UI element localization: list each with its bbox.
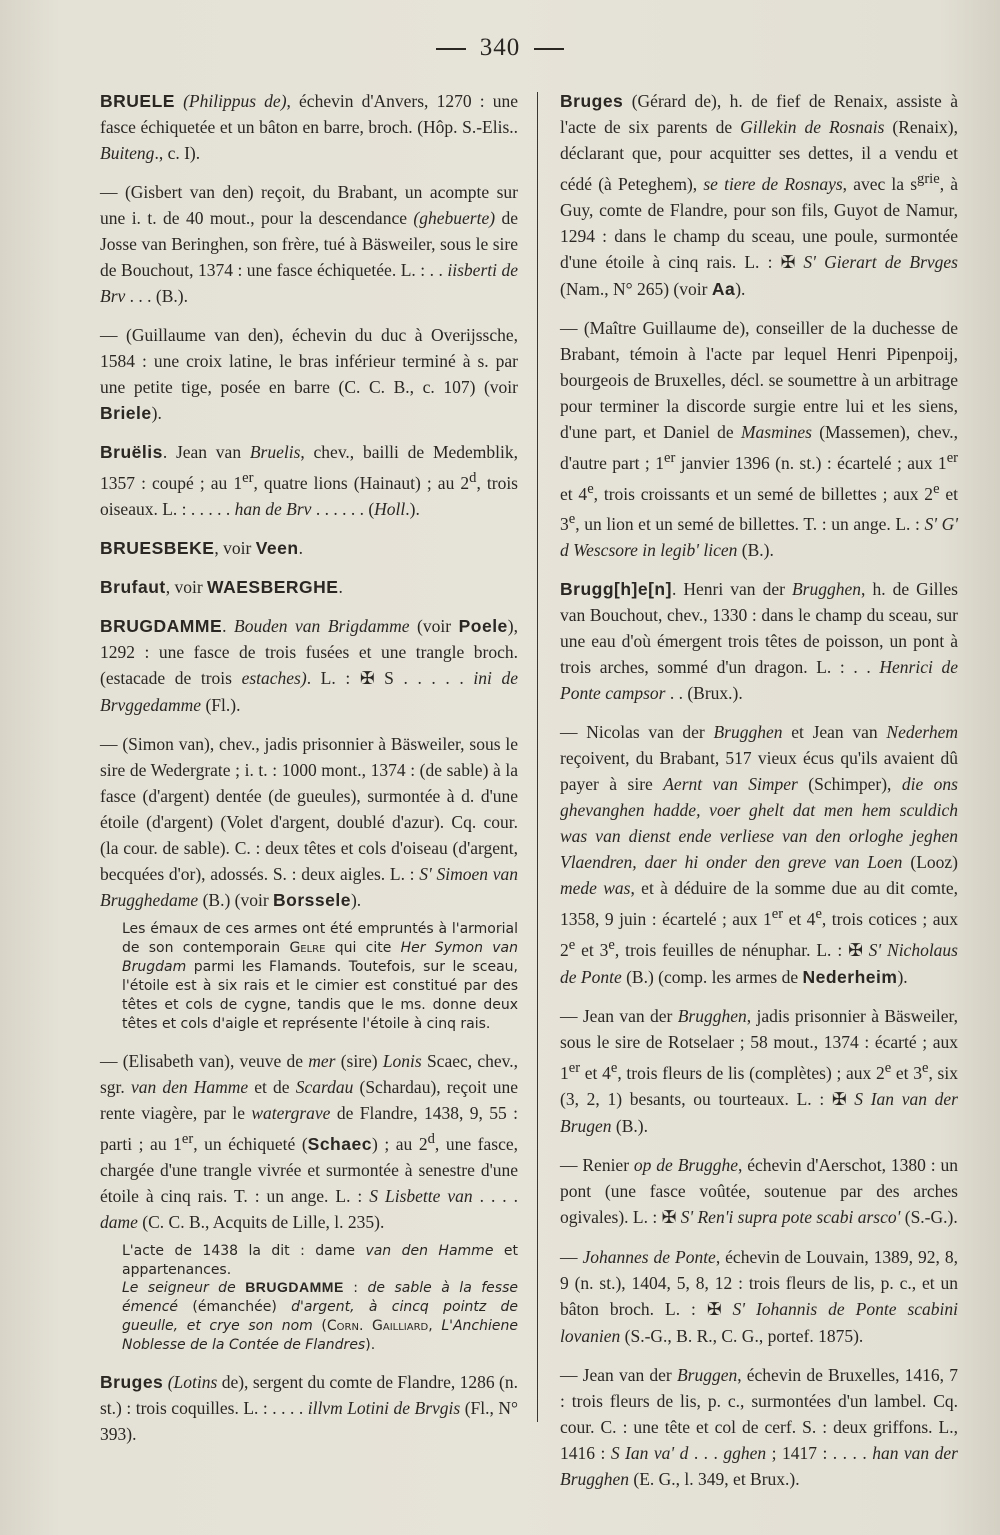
- entry-jean-bruggen: — Jean van der Bruggen, échevin de Bruxelles, 1416, 7 : trois fleurs de lis, p. c., surmontées d'un lambel. Cq. cour. C. : une tête et col de cerf. S. : deux griffons. L., 1416 : S Ian va' d . . . gghen ; 1417 : . . . . han van der Brugghen (E. G., l. 349, et Brux.).: [560, 1364, 958, 1489]
- entry-elisabeth: — (Elisabeth van), veuve de mer (sire) Lonis Scaec, chev., sgr. van den Hamme et de Scardau (Schardau), reçoit une rente viagère, par le watergrave de Flandre, 1438, 9, 55 : parti ; au 1er, un échiqueté (Schaec) ; au 2$^d$, une fasce, chargée d'une trangle vivrée et surmontée à senestre d'une étoile à cinq rais. T. : un ange. L. : S Lisbette van . . . . dame (C. C. B., Acquits de Lille, l. 235).: [100, 1050, 518, 1232]
- folio-dash-right: [534, 48, 564, 50]
- entry-jean-brugghen: — Jean van der Brugghen, jadis prisonnier à Bäsweiler, sous le sire de Rotselaer ; 58 mout., 1374 : écarté ; aux 1er et 4e, trois fleurs de lis (complètes) ; aux 2e et 3e, six (3, 2, 1) besants, ou tourteaux. L. : ✠ S Ian van der Brugen (B.).: [560, 1005, 958, 1136]
- column-divider: [537, 92, 538, 1422]
- footnote-emaux: Les émaux de ces armes ont été empruntés à l'armorial de son contemporain Gelre qui cite Her Symon van Brugdam parmi les Flamands. Toutefois, sur le sceau, l'étoile est à six rais et le cimier est constitué par des têtes et cols de cygne, tandis que le ms. donne deux têtes et cols d'aigle et représente l'étoile à cinq rais.: [122, 920, 518, 1032]
- right-column: [560, 88, 958, 1505]
- entry-bruele: BRUELE (Philippus de), échevin d'Anvers, 1270 : une fasce échiquetée et un bâton en barre, broch. (Hôp. S.-Elis.. Buiteng., c. I).: [100, 91, 518, 163]
- entry-gisbert: — (Gisbert van den) reçoit, du Brabant, un acompte sur une i. t. de 40 mout., pour la descendance (ghebuerte) de Josse van Beringhen, son frère, tué à Bäsweiler, sous le sire de Bouchout, 1374 : une fasce échiquetée. L. : . . iisberti de Brv . . . (B.).: [100, 182, 518, 306]
- entry-brugdamme: BRUGDAMME. Bouden van Brigdamme (voir Poele), 1292 : une fasce de trois fusées et une trangle broch. (estacade de trois estaches). L. : ✠ S . . . . . ini de Brvggedamme (Fl.).: [100, 615, 518, 715]
- entry-nicolas: — Nicolas van der Brugghen et Jean van Nederhem reçoivent, du Brabant, 517 vieux écus qu'ils avaient dû payer à sire Aernt van Simper (Schimper), die ons ghevanghen hadde, voer ghelt dat men hem sculdich was van dienst ende verliese van den orloghe jeghen Vlaendren, daer hi onder den greve van Loen (Looz) mede was, et à déduire de la somme due au dit comte, 1358, 9 juin : écartelé ; aux 1er et 4e, trois cotices ; aux 2e et 3e, trois feuilles de nénuphar. L. : ✠ S' Nicholaus de Ponte (B.) (comp. les armes de Nederheim).: [560, 722, 959, 987]
- entry-brufaut: Brufaut, voir WAESBERGHE.: [100, 576, 343, 597]
- entry-maitre-guillaume: — (Maître Guillaume de), conseiller de la duchesse de Brabant, témoin à l'acte par lequel Henri Pipenpoij, bourgeois de Bruxelles, décl. se soumettre à un arbitrage pour terminer la discorde surgie entre lui et les siens, d'une part, et Daniel de Masmines (Massemen), chev., d'autre part ; 1er janvier 1396 (n. st.) : écartelé ; aux 1er et 4e, trois croissants et un semé de billettes ; aux 2e et 3e, un lion et un semé de billettes. T. : un ange. L. : S' G' d Wescsore in legib' licen (B.).: [560, 317, 959, 561]
- entry-simon: — (Simon van), chev., jadis prisonnier à Bäsweiler, sous le sire de Wedergrate ; i. t. : 1000 mont., 1374 : (de sable) à la fasce (d'argent) dentée (de gueules), surmontée à d. d'une étoile (d'argent) (Volet d'argent, doublé d'azur). Cq. cour. (la cour. de sable). C. : deux têtes et cols d'oiseau (d'argent, becquées d'or), adossés. S. : deux aigles. L. : S' Simoen van Brugghedame (B.) (voir Borssele).: [100, 733, 519, 910]
- page-number-text: 340: [479, 34, 521, 61]
- entry-bruesbeke: BRUESBEKE, voir Veen.: [100, 537, 303, 558]
- entry-bruges-gerard: Bruges (Gérard de), h. de fief de Renaix, assiste à l'acte de six parents de Gillekin de Rosnais (Renaix), déclarant que, pour acquitter ses dettes, il a vendu et cédé (à Peteghem), se tiere de Rosnays, avec la $s^{grie}$, à Guy, comte de Flandre, pour son fils, Guyot de Namur, 1294 : dans le champ du sceau, une poule, surmontée d'une étoile à cinq rais. L. : ✠ S' Gierart de Brvges (Nam., N° 265) (voir Aa).: [560, 91, 959, 299]
- entry-renier: — Renier op de Brugghe, échevin d'Aerschot, 1380 : un pont (une fasce voûtée, soutenue par des arches ogivales). L. : ✠ S' Ren'i supra pote scabi arsco' (S.-G.).: [560, 1154, 958, 1228]
- footnote-acte-1438: L'acte de 1438 la dit : dame van den Hamme et appartenances.: [122, 1242, 518, 1278]
- footnote-seigneur: Le seigneur de BRUGDAMME : de sable à la fesse émencé (émanchée) d'argent, à cincq pointz de gueulle, et crye son nom (Corn. Gailliard, L'Anchiene Noblesse de la Contée de Flandres).: [122, 1278, 519, 1353]
- page-number: [0, 34, 1000, 62]
- entry-bruelis: Bruëlis. Jean van Bruelis, chev., bailli de Medemblik, 1357 : coupé ; au 1er, quatre lions (Hainaut) ; au 2$^d$, trois oiseaux. L. : . . . . . han de Brv . . . . . . (Holl.).: [100, 442, 518, 519]
- folio-dash-left: [436, 48, 466, 50]
- entry-bruges-lotins: Bruges (Lotins de), sergent du comte de Flandre, 1286 (n. st.) : trois coquilles. L. : . . . . illvm Lotini de Brvgis (Fl., N° 393).: [100, 1371, 519, 1444]
- entry-guillaume: — (Guillaume van den), échevin du duc à Overijssche, 1584 : une croix latine, le bras inférieur terminé à s. par une petite tige, posée en barre (C. C. B., c. 107) (voir Briele).: [100, 325, 518, 423]
- entry-johannes-ponte: — Johannes de Ponte, échevin de Louvain, 1389, 92, 8, 9 (n. st.), 1404, 5, 8, 12 : trois fleurs de lis, p. c., et un bâton broch. L. : ✠ S' Iohannis de Ponte scabini lovanien (S.-G., B. R., C. G., portef. 1875).: [560, 1246, 958, 1346]
- left-column: [100, 88, 518, 1460]
- entry-brugghen-henri: Brugg[h]e[n]. Henri van der Brugghen, h. de Gilles van Bouchout, chev., 1330 : dans le champ du sceau, sur une eau d'où émergent trois têtes de poisson, un pont à trois arches, sommé d'un dragon. L. : . . Henrici de Ponte campsor . . (Brux.).: [560, 579, 958, 704]
